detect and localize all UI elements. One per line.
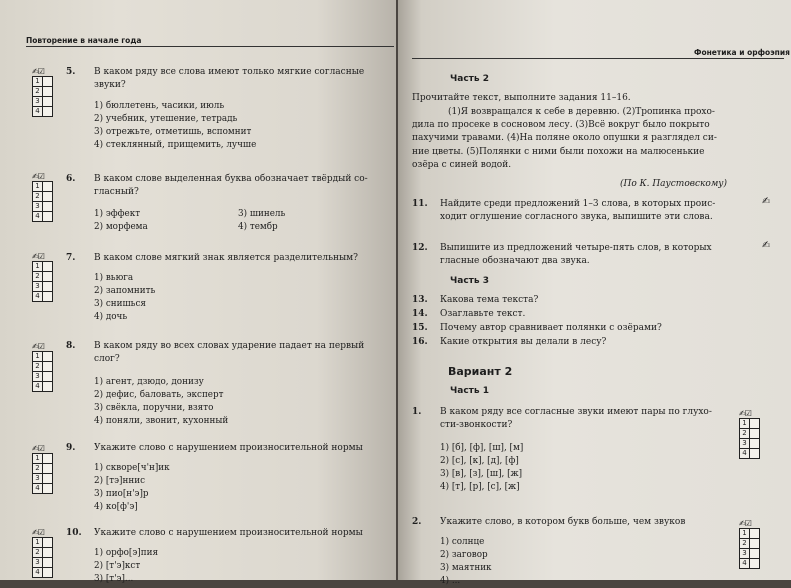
options-7: 1) вьюга 2) запомнить 3) снишься 4) дочь xyxy=(94,273,156,322)
answer-grid: ✍☑ 1 2 3 4 xyxy=(739,519,761,568)
options-5: 1) бюллетень, часики, июль 2) учебник, утешение, тетрадь 3) отрежьте, отметишь, вспомнит 4) стеклянный, прищемить, лучше xyxy=(94,101,257,150)
pencil-check-icon: ✍☑ xyxy=(32,528,44,537)
options-6: 1) эффект 3) шинель 2) морфема 4) тембр xyxy=(94,209,286,232)
part-2-intro: Прочитайте текст, выполните задания 11–16. xyxy=(412,93,631,103)
pencil-check-icon: ✍☑ xyxy=(32,172,44,181)
pencil-check-icon: ✍☑ xyxy=(32,252,44,261)
answer-grid: ✍☑ 1 2 3 4 xyxy=(32,342,54,391)
answer-grid: ✍☑ 1 2 3 4 xyxy=(32,444,54,493)
answer-box[interactable] xyxy=(43,106,53,117)
running-head-left: Повторение в начале года xyxy=(26,36,142,45)
pencil-check-icon: ✍☑ xyxy=(739,409,751,418)
answer-box[interactable] xyxy=(750,558,760,569)
pencil-check-icon: ✍☑ xyxy=(32,67,44,76)
options-9: 1) скворе[ч'н]ик 2) [тэ]ннис 3) пио[н'э]р 4) ко[ф'э] xyxy=(94,463,170,512)
right-page: Фонетика и орфоэпия Часть 2 Прочитайте текст, выполните задания 11–16. (1)Я возвращался к себе в деревню. (2)Тропинка прохо- дила по просеке в сосновом лесу. (3)Всё вокруг было покрыто пахучими травами. (4)На поляне около опушки я разглядел си- ние цветы. (5)Полянки с ними были похожи на малюсенькие озёра с синей водой. (По К. Паустовскому) 11. Найдите среди предложений 1–3 слова, в которых проис- ходит оглушение согласного звука, выпишите эти слова. ✍ 12. Выпишите из предложений четыре-пять слов, в которых гласные обозначают два звука. ✍ Часть 3 13. Какова тема текста? 14. Озаглавьте текст. 15. Почему автор сравнивает полянки с озёрами? 16. Какие открытия вы делали в лесу? Вариант 2 Часть 1 1. В каком ряду все согласные звуки имеют пары по глухо- сти-звонкости? 1) [б], [ф], [ш], [м] 2) [с], [к], [д], [ф] 3) [в], [з], [ш], [ж] 4) [т], [р], [с], [ж] ✍☑ 1 2 3 4 2. Укажите слово, в котором букв больше, чем звуков 1) солнце 2) заговор 3) маятник 4) ... ✍☑ 1 2 3 4 xyxy=(398,0,791,580)
header-rule xyxy=(26,46,394,47)
options-8: 1) агент, дзюдо, донизу 2) дефис, баловать, эксперт 3) свёкла, поручни, взято 4) поняли, звонит, кухонный xyxy=(94,377,229,426)
answer-grid: ✍☑ 1 2 3 4 xyxy=(32,67,54,116)
attribution: (По К. Паустовскому) xyxy=(620,179,728,189)
answer-box[interactable] xyxy=(43,567,53,578)
pencil-icon: ✍ xyxy=(762,240,771,251)
answer-box[interactable] xyxy=(43,211,53,222)
answer-grid: ✍☑ 1 2 3 4 xyxy=(32,528,54,577)
header-rule xyxy=(412,58,784,59)
answer-grid: ✍☑ 1 2 3 4 xyxy=(32,172,54,221)
options-10: 1) орфо[э]пия 2) [т'э]кст 3) [т'э]... xyxy=(94,548,159,584)
running-head-right: Фонетика и орфоэпия xyxy=(694,48,790,57)
pencil-check-icon: ✍☑ xyxy=(32,342,44,351)
pencil-check-icon: ✍☑ xyxy=(739,519,751,528)
answer-box[interactable] xyxy=(43,483,53,494)
part-1-title: Часть 1 xyxy=(450,386,489,396)
pencil-check-icon: ✍☑ xyxy=(32,444,44,453)
v2-options-1: 1) [б], [ф], [ш], [м] 2) [с], [к], [д], [ф] 3) [в], [з], [ш], [ж] 4) [т], [р], [с], [ж] xyxy=(440,443,524,492)
answer-grid: ✍☑ 1 2 3 4 xyxy=(32,252,54,301)
part-2-title: Часть 2 xyxy=(450,74,489,84)
variant-title: Вариант 2 xyxy=(448,365,513,378)
answer-box[interactable] xyxy=(43,291,53,302)
part-3-title: Часть 3 xyxy=(450,276,489,286)
answer-box[interactable] xyxy=(750,448,760,459)
answer-grid: ✍☑ 1 2 3 4 xyxy=(739,409,761,458)
left-page: Повторение в начале года ✍☑ 1 2 3 4 5. В каком ряду все слова имеют только мягкие согласные звуки? 1) бюллетень, часики, июль 2) учебник, утешение, тетрадь 3) отрежьте, отметишь, вспомнит 4) стеклянный, прищемить, лучше ✍☑ 1 2 3 4 6. В каком слове выделенная буква обозначает твёрдый со- гласный? 1) эффект 3) шинель 2) морфема 4) тембр ✍☑ 1 2 3 4 7. В каком слове мягкий знак является разделительным? 1) вьюга 2) запомнить 3) снишься 4) дочь ✍☑ 1 2 3 4 8. В каком ряду во всех словах ударение падает на первый слог? 1) агент, дзюдо, донизу 2) дефис, баловать, эксперт 3) свёкла, поручни, взято 4) поняли, звонит, кухонный ✍☑ 1 2 3 4 9. Укажите слово с нарушением произносительной нормы 1) скворе[ч'н]ик 2) [тэ]ннис 3) пио[н'э]р 4) ко[ф'э] ✍☑ 1 2 3 4 10. Укажите слово с нарушением произносительной нормы 1) орфо[э]пия 2) [т'э]кст 3) [т'э]... xyxy=(0,0,396,580)
pencil-icon: ✍ xyxy=(762,196,771,207)
answer-box[interactable] xyxy=(43,381,53,392)
v2-options-2: 1) солнце 2) заговор 3) маятник 4) ... xyxy=(440,537,492,586)
reading-text: (1)Я возвращался к себе в деревню. (2)Тропинка прохо- дила по просеке в сосновом лесу. (3)Всё вокруг было покрыто пахучими травами. (4)На поляне около опушки я разглядел си- ние цветы. (5)Полянки с ними были похожи на малюсенькие озёра с синей водой. xyxy=(412,107,717,170)
